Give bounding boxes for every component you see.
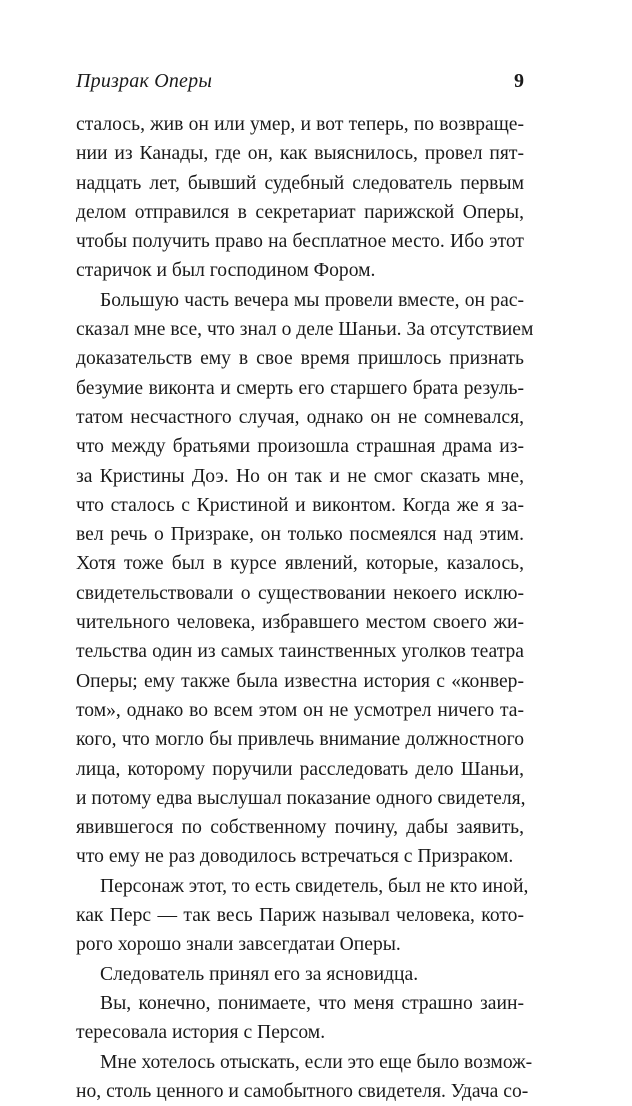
text-line: что ему не раз доводилось встречаться с Призраком. xyxy=(76,846,514,868)
text-line: Следователь принял его за ясновидца. xyxy=(100,963,419,985)
text-line: Хотя тоже был в курсе явлений, которые, казалось, xyxy=(76,553,524,575)
running-title: Призрак Оперы xyxy=(76,70,213,92)
text-line: Оперы; ему также была известна история с «конвер- xyxy=(76,670,524,692)
text-line: и потому едва выслушал показание одного свидетеля, xyxy=(76,787,526,809)
text-line: как Перс — так весь Париж называл человека, кото- xyxy=(76,905,524,927)
text-line: Персонаж этот, то есть свидетель, был не кто иной, xyxy=(100,875,529,897)
text-line: татом несчастного случая, однако он не сомневался, xyxy=(76,406,524,428)
text-line: надцать лет, бывший судебный следователь первым xyxy=(76,172,524,194)
text-line: лица, которому поручили расследовать дело Шаньи, xyxy=(76,758,524,780)
body-text xyxy=(76,110,534,1106)
text-line: сталось, жив он или умер, и вот теперь, по возвраще- xyxy=(76,114,524,135)
text-line: старичок и был господином Фором. xyxy=(76,260,376,282)
text-line: чтобы получить право на бесплатное место. Ибо этот xyxy=(76,231,524,253)
text-line: том», однако во всем этом он не усмотрел ничего та- xyxy=(76,699,524,721)
text-line: но, столь ценного и самобытного свидетеля. Удача со- xyxy=(76,1080,529,1102)
text-line: кого, что могло бы привлечь внимание должностного xyxy=(76,729,524,751)
text-line: безумие виконта и смерть его старшего брата резуль- xyxy=(76,377,524,399)
text-line: свидетельствовали о существовании некоего исклю- xyxy=(76,582,524,604)
text-line: что сталось с Кристиной и виконтом. Когда же я за- xyxy=(76,494,524,516)
text-line: вел речь о Призраке, он только посмеялся над этим. xyxy=(76,524,524,546)
text-line: тельства один из самых таинственных уголков театра xyxy=(76,641,524,663)
text-line: Большую часть вечера мы провели вместе, он рас- xyxy=(100,289,524,311)
text-line: чительного человека, избравшего местом своего жи- xyxy=(76,612,524,634)
text-line: тересовала история с Персом. xyxy=(76,1022,326,1044)
text-line: доказательств ему в свое время пришлось признать xyxy=(76,348,524,370)
text-line: явившегося по собственному почину, дабы заявить, xyxy=(76,817,524,839)
text-line: за Кристины Доэ. Но он так и не смог сказать мне, xyxy=(76,465,524,487)
text-line: рого хорошо знали завсегдатаи Оперы. xyxy=(76,934,401,956)
text-line: Мне хотелось отыскать, если это еще было возмож- xyxy=(100,1051,533,1073)
text-line: нии из Канады, где он, как выяснилось, провел пят- xyxy=(76,143,524,165)
text-line: что между братьями произошла страшная драма из- xyxy=(76,436,524,458)
text-line: делом отправился в секретариат парижской Оперы, xyxy=(76,201,524,223)
text-line: Вы, конечно, понимаете, что меня страшно заин- xyxy=(100,992,524,1014)
page-number: 9 xyxy=(514,70,524,92)
text-line: сказал мне все, что знал о деле Шаньи. За отсутствием xyxy=(76,319,534,341)
